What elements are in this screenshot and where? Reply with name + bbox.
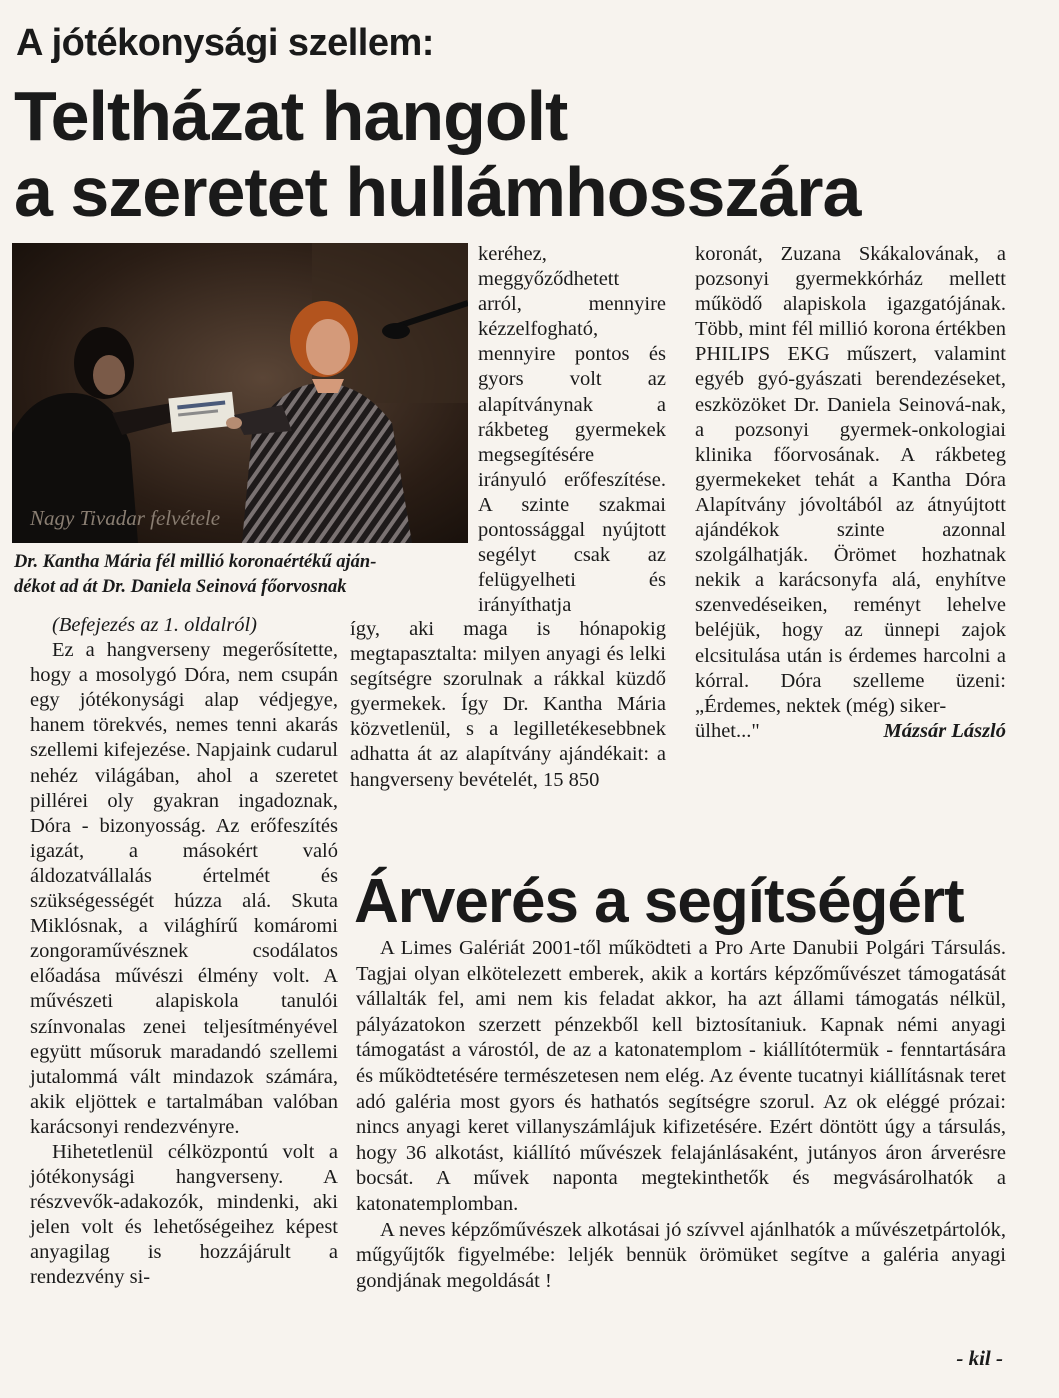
headline — [14, 78, 860, 230]
column-3 — [695, 242, 1006, 744]
column-2-top — [478, 242, 666, 618]
column-3-last-words: ülhet..." — [695, 719, 760, 742]
photo-illustration — [12, 243, 468, 543]
photo-credit: Nagy Tivadar felvétele — [30, 506, 221, 530]
article-2-headline: Árverés a segítségért — [354, 867, 964, 936]
headline-line-2: a szeretet hullámhosszára — [14, 153, 861, 231]
headline-line-1: Teltházat hangolt — [14, 77, 568, 155]
column-3-text: koronát, Zuzana Skákalovának, a pozsonyi gyermekkórház mellett működő alapiskola igazgatójának. Több, mint fél millió korona értékben PHILIPS EKG műszert, valamint egyéb gyó-gyászati berendezéseket, eszközöket Dr. Daniela Seinová-nak, a pozsonyi gyermek-onkologiai klinika főorvosának. A rákbeteg gyermekeket tehát a Kantha Dóra Alapítvány jóvoltából az átnyújtott ajándékok szinte azonnal szolgálhatják. Örömet hozhatnak nekik a karácsonyfa alá, enyhítve szenvedéseiken, reményt lehelve beléjük, hogy az ünnepi zajok elcsitulása után is érdemes harcolni a kórral. Dóra szelleme üzeni: „Érdemes, nektek (még) siker- — [695, 243, 1006, 717]
continued-note: (Befejezés az 1. oldalról) — [52, 614, 257, 636]
caption-line-1: Dr. Kantha Mária fél millió koronaértékű aján- — [14, 552, 377, 572]
column-2-top-text: keréhez, meggyőződhetett arról, mennyire kézzelfogható, mennyire pontos és gyors volt az alapítványnak a rákbeteg gyermekek megsegítésére irányuló erőfeszítése. A szinte szakmai pontossággal nyújtott segélyt csak az felügyelheti és irányíthatja — [478, 243, 666, 617]
kicker: A jótékonysági szellem: — [16, 22, 434, 64]
caption-line-2: dékot ad át Dr. Daniela Seinová főorvosnak — [14, 577, 347, 597]
author-signature: Mázsár László — [883, 719, 1006, 742]
column-1-paragraph-1: Ez a hangverseny megerősítette, hogy a mosolygó Dóra, nem csupán egy jótékonysági alap védjegye, hanem törekvés, nemes tenni akarás szellemi kifejezése. Napjaink cudarul nehéz világában, ahol a szeretet pillérei oly gyakran ingadoznak, Dóra - bizonyosság. Az erőfeszítés igazát, a másokért való áldozatvállalás értelmét és szükségességét húzza alá. Skuta Miklósnak, a világhírű komáromi zongoraművésznek csodálatos előadása művészi élmény volt. A művészeti alapiskola tanulói színvonalas zenei teljesítményével együtt műsoruk maradandó szellemi jutalommá vált mindazok számára, akik eljöttek e tartalmában valóban karácsonyi rendezvényre. — [30, 639, 338, 1138]
column-1 — [30, 613, 338, 1291]
photo — [12, 243, 468, 543]
column-2-bottom-text: így, aki maga is hónapokig megtapasztalta: milyen anyagi és lelki segítségre szorulnak a rákkal küzdő gyermekek. Így Dr. Kantha Mária közvetlenül, s a legilletékesebbnek adhatta át az alapítvány ajándékait: a hangverseny bevételét, 15 850 — [350, 618, 666, 791]
article-2-paragraph-1: A Limes Galériát 2001-től működteti a Pro Arte Danubii Polgári Társulás. Tagjai olyan elkötelezett emberek, akik a kortárs képzőművészet támogatását vállalták fel, ami nem kis feladat akkor, ha azt állami támogatás nélkül, pályázatokon szerzett pénzekből kell biztosítaniuk. Kapnak némi anyagi támogatást a várostól, de az a katonatemplom - kiállítótermük - fenntartására és működtetésére természetesen nem elég. Az évente tucatnyi kiállításnak teret adó galéria most gyors és hathatós segítségre szorul. Az ok eléggé prózai: nincs anyagi keret villanyszámlájuk kifizetésére. Ezért döntött úgy a társulás, hogy 36 alkotást, kiállító művészek felajánlásaként, jutányos áron árverésre bocsát. A művek naponta megtekinthetők és megvásárolhatók a katonatemplomban. — [356, 937, 1006, 1215]
photo-caption — [14, 550, 474, 600]
column-2-bottom — [350, 617, 666, 793]
column-1-paragraph-2: Hihetetlenül célközpontú volt a jótékonysági hangverseny. A részvevők-adakozók, mindenki, aki jelen volt és lehetőségeihez képest anyagilag is hozzájárult a rendezvény si- — [30, 1140, 338, 1289]
column-3-last-line — [695, 719, 1006, 744]
article-2-body — [356, 936, 1006, 1294]
article-2-signature: - kil - — [956, 1346, 1003, 1370]
article-2-paragraph-2: A neves képzőművészek alkotásai jó szívvel ajánlhatók a művészetpártolók, műgyűjtők figyelmébe: leljék bennük örömüket segítve a galéria anyagi gondjának megoldását ! — [356, 1218, 1006, 1292]
